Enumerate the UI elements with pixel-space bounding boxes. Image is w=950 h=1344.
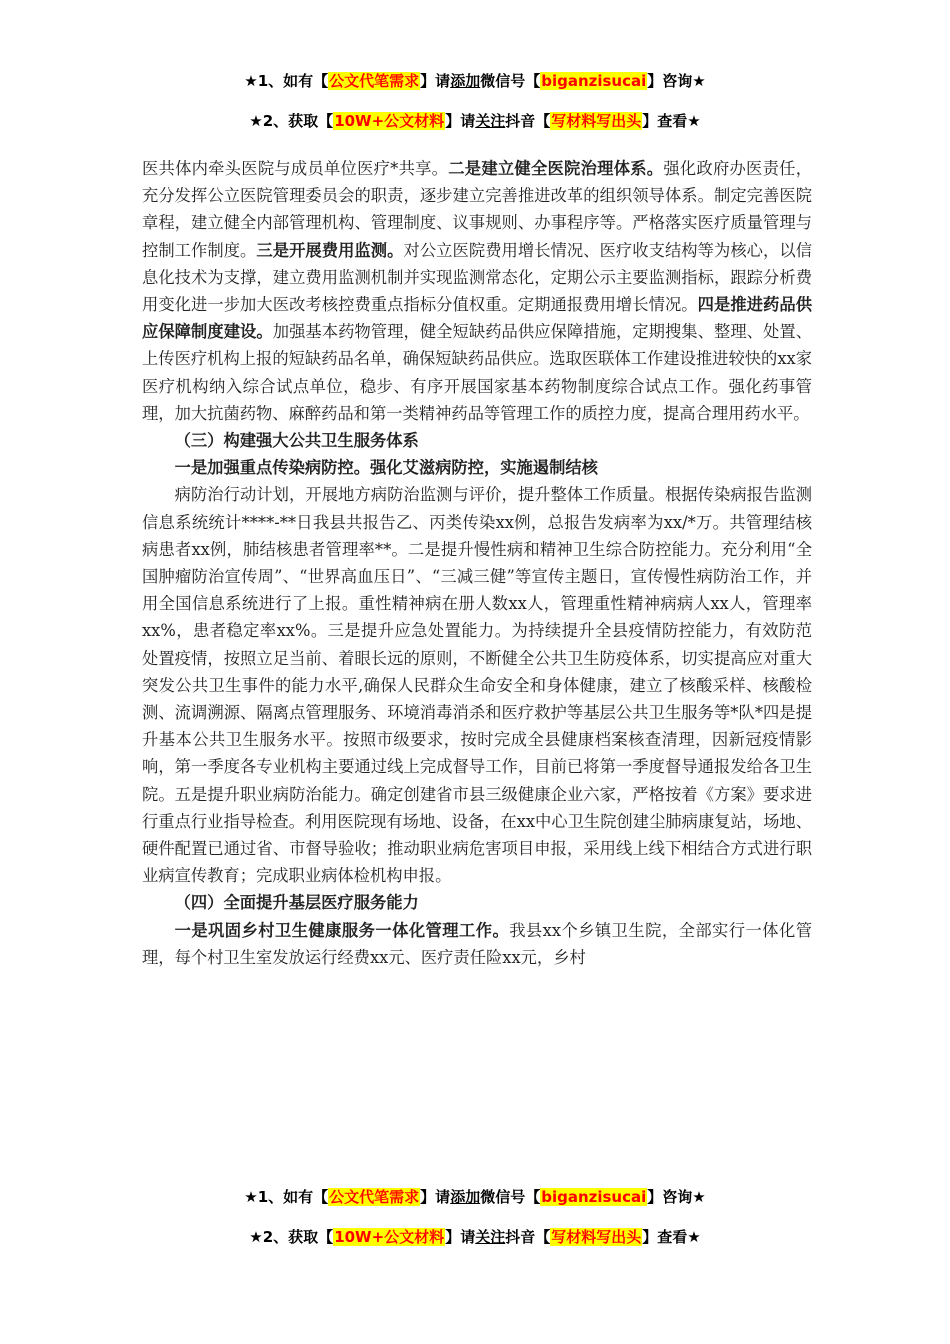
banner-text: 抖音【 bbox=[505, 1228, 551, 1246]
body-text: 加强基本药物管理，健全短缺药品供应保障措施，定期搜集、整理、处置、上传医疗机构上报的短缺药品名单，确保短缺药品供应。选取医联体工作建设推进较快的xx家医疗机构纳入综合试点单位，稳步、有序开展国家基本药物制度综合试点工作。强化药事管理，加大抗菌药物、麻醉药品和第一类精神药品等管理工作的质控力度，提高合理用药水平。 bbox=[142, 322, 812, 423]
bold-lead: 三是开展费用监测。 bbox=[256, 240, 404, 260]
document-body bbox=[142, 155, 812, 971]
banner-text: ★1、如有【 bbox=[244, 1188, 329, 1206]
paragraph bbox=[142, 917, 812, 971]
banner-highlight: biganzisucai bbox=[541, 1188, 647, 1206]
top-banner-line-2 bbox=[0, 110, 950, 132]
bottom-banner-line-1 bbox=[0, 1186, 950, 1208]
top-banner-line-1 bbox=[0, 70, 950, 92]
banner-text: 】请 bbox=[445, 1228, 476, 1246]
paragraph: 病防治行动计划，开展地方病防治监测与评价，提升整体工作质量。根据传染病报告监测信息系统统计****-**日我县共报告乙、丙类传染xx例，总报告发病率为xx/*万。共管理结核病患者xx例，肺结核患者管理率**。二是提升慢性病和精神卫生综合防控能力。充分利用“全国肿瘤防治宣传周”、“世界高血压日”、“三减三健”等宣传主题日，宣传慢性病防治工作，并用全国信息系统进行了上报。重性精神病在册人数xx人，管理重性精神病病人xx人，管理率xx%，患者稳定率xx%。三是提升应急处置能力。为持续提升全县疫情防控能力，有效防范处置疫情，按照立足当前、着眼长远的原则，不断健全公共卫生防疫体系，切实提高应对重大突发公共卫生事件的能力水平,确保人民群众生命安全和身体健康，建立了核酸采样、核酸检测、流调溯源、隔离点管理服务、环境消毒消杀和医疗救护等基层公共卫生服务等*队*四是提升基本公共卫生服务水平。按照市级要求，按时完成全县健康档案核查清理，因新冠疫情影响，第一季度各专业机构主要通过线上完成督导工作，目前已将第一季度督导通报发给各卫生院。五是提升职业病防治能力。确定创建省市县三级健康企业六家，严格按着《方案》要求进行重点行业指导检查。利用医院现有场地、设备，在xx中心卫生院创建尘肺病康复站，场地、硬件配置已通过省、市督导验收；推动职业病危害项目申报，采用线上线下相结合方式进行职业病宣传教育；完成职业病体检机构申报。 bbox=[142, 485, 812, 886]
banner-text: 】请 bbox=[445, 112, 476, 130]
body-text: 医共体内牵头医院与成员单位医疗*共享。 bbox=[142, 159, 449, 178]
banner-highlight: 公文代笔需求 bbox=[329, 1188, 420, 1206]
banner-text: ★2、获取【 bbox=[249, 112, 334, 130]
banner-text: 】请 bbox=[420, 1188, 451, 1206]
body-text: 对公立医院费用增长情况、医疗收支结构等为核心，以信息化技术为支撑，建立费用监测机制并实现监测常态化，定期公示主要监测指标，跟踪分析费用变化进一步加大医改考核控费重点指标分值权重。定期通报费用增长情况。 bbox=[142, 240, 812, 315]
bold-paragraph: 一是加强重点传染病防控。强化艾滋病防控，实施遏制结核 bbox=[174, 458, 598, 478]
banner-underline: 添加 bbox=[450, 1188, 481, 1206]
banner-text: 】请 bbox=[420, 72, 451, 90]
banner-highlight: 写材料写出头 bbox=[551, 1228, 642, 1246]
banner-highlight: 写材料写出头 bbox=[551, 112, 642, 130]
banner-underline: 关注 bbox=[475, 112, 506, 130]
bold-lead: 一是巩固乡村卫生健康服务一体化管理工作。 bbox=[174, 920, 510, 940]
bottom-banner-line-2 bbox=[0, 1226, 950, 1248]
banner-text: 抖音【 bbox=[505, 112, 551, 130]
bold-lead: 二是建立健全医院治理体系。 bbox=[448, 159, 664, 178]
bold-lead: 四是推进药品供应保障制度建设。 bbox=[142, 295, 812, 342]
banner-text: 微信号【 bbox=[480, 1188, 541, 1206]
body-text: 我县xx个乡镇卫生院，全部实行一体化管理，每个村卫生室发放运行经费xx元、医疗责任险xx元，乡村 bbox=[142, 920, 812, 967]
banner-underline: 关注 bbox=[475, 1228, 506, 1246]
banner-text: 】咨询★ bbox=[647, 72, 706, 90]
banner-highlight: 10W+公文材料 bbox=[334, 112, 445, 130]
banner-text: 微信号【 bbox=[480, 72, 541, 90]
body-text: 强化政府办医责任，充分发挥公立医院管理委员会的职责，逐步建立完善推进改革的组织领导体系。制定完善医院章程，建立健全内部管理机构、管理制度、议事规则、办事程序等。严格落实医疗质量管理与控制工作制度。 bbox=[142, 159, 812, 260]
banner-underline: 添加 bbox=[450, 72, 481, 90]
banner-text: ★2、获取【 bbox=[249, 1228, 334, 1246]
section-heading: （三）构建强大公共卫生服务体系 bbox=[174, 431, 419, 451]
banner-text: 】咨询★ bbox=[647, 1188, 706, 1206]
banner-text: 】查看★ bbox=[642, 112, 701, 130]
banner-text: 】查看★ bbox=[642, 1228, 701, 1246]
banner-highlight: 公文代笔需求 bbox=[329, 72, 420, 90]
banner-highlight: 10W+公文材料 bbox=[334, 1228, 445, 1246]
paragraph bbox=[142, 155, 812, 427]
section-heading: （四）全面提升基层医疗服务能力 bbox=[174, 893, 419, 913]
banner-text: ★1、如有【 bbox=[244, 72, 329, 90]
banner-highlight: biganzisucai bbox=[541, 72, 647, 90]
